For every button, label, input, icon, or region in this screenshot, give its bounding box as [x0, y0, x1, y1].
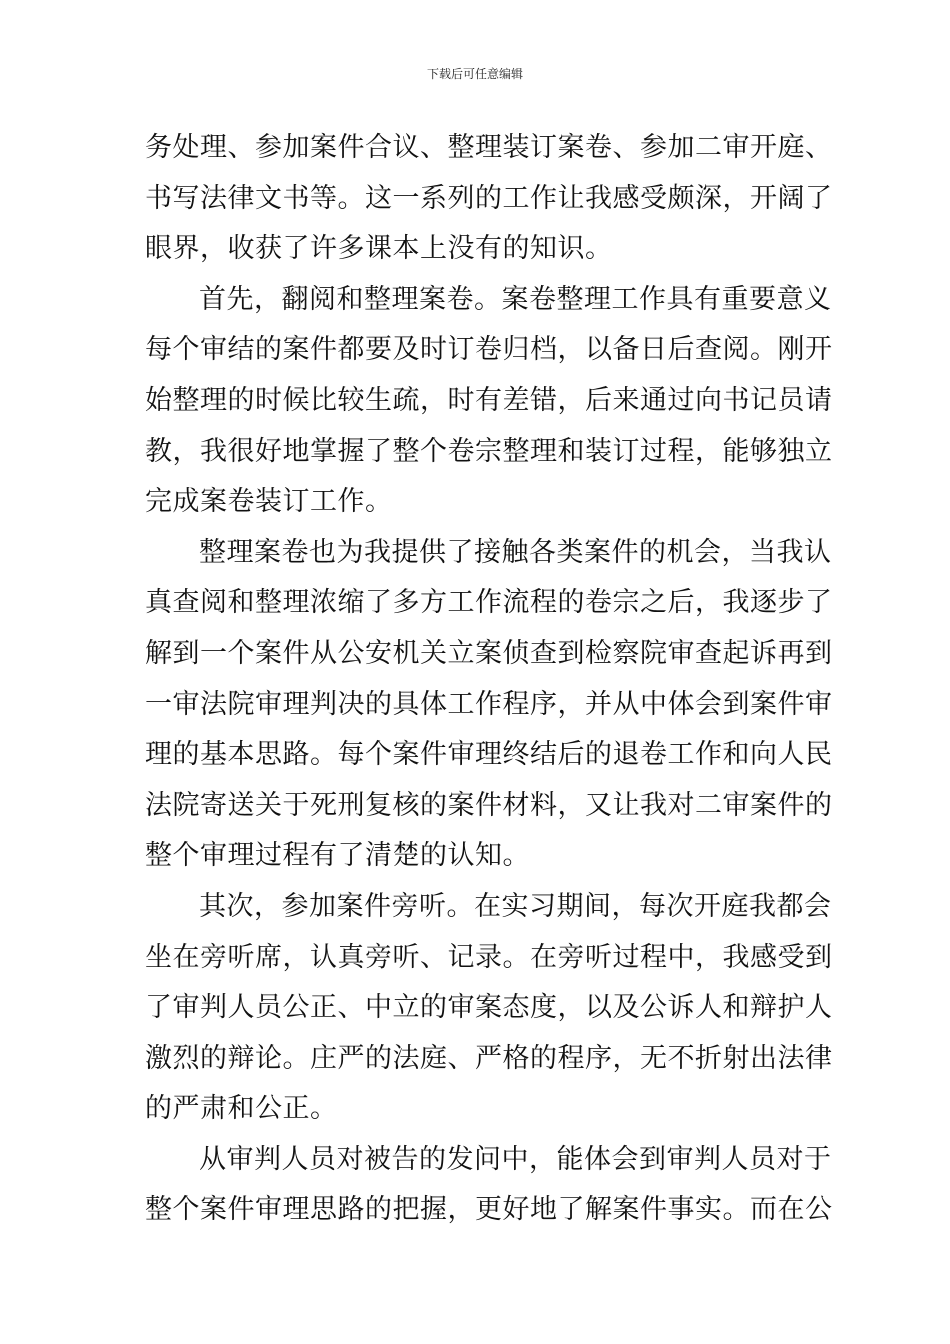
- text-line: 整个案件审理思路的把握，更好地了解案件事实。而在公: [145, 1194, 833, 1226]
- text-line: 书写法律文书等。这一系列的工作让我感受颇深，开阔了: [145, 182, 833, 214]
- text-line: 整个审理过程有了清楚的认知。: [145, 840, 530, 872]
- document-body: [145, 123, 833, 1236]
- text-line: 一审法院审理判决的具体工作程序，并从中体会到案件审: [145, 688, 833, 720]
- text-line: 整理案卷也为我提供了接触各类案件的机会，当我认: [199, 536, 832, 568]
- text-line: 从审判人员对被告的发问中，能体会到审判人员对于: [199, 1143, 832, 1175]
- text-line: 的严肃和公正。: [145, 1093, 338, 1125]
- text-line: 解到一个案件从公安机关立案侦查到检察院审查起诉再到: [145, 637, 833, 669]
- text-line: 激烈的辩论。庄严的法庭、严格的程序，无不折射出法律: [145, 1042, 833, 1074]
- text-line: 每个审结的案件都要及时订卷归档，以备日后查阅。刚开: [145, 334, 833, 366]
- page-header-note: 下载后可任意编辑: [426, 67, 523, 81]
- text-line: 首先，翻阅和整理案卷。案卷整理工作具有重要意义: [199, 283, 832, 315]
- text-line: 了审判人员公正、中立的审案态度，以及公诉人和辩护人: [145, 992, 833, 1024]
- text-line: 始整理的时候比较生疏，时有差错，后来通过向书记员请: [145, 384, 833, 416]
- text-line: 教，我很好地掌握了整个卷宗整理和装订过程，能够独立: [145, 435, 833, 467]
- text-line: 法院寄送关于死刑复核的案件材料，又让我对二审案件的: [145, 789, 833, 821]
- text-line: 理的基本思路。每个案件审理终结后的退卷工作和向人民: [145, 739, 833, 771]
- text-line: 完成案卷装订工作。: [145, 486, 393, 518]
- text-line: 真查阅和整理浓缩了多方工作流程的卷宗之后，我逐步了: [145, 587, 833, 619]
- text-line: 其次，参加案件旁听。在实习期间，每次开庭我都会: [199, 890, 832, 922]
- text-line: 眼界，收获了许多课本上没有的知识。: [145, 233, 613, 265]
- text-line: 坐在旁听席，认真旁听、记录。在旁听过程中，我感受到: [145, 941, 833, 973]
- text-line: 务处理、参加案件合议、整理装订案卷、参加二审开庭、: [145, 132, 833, 163]
